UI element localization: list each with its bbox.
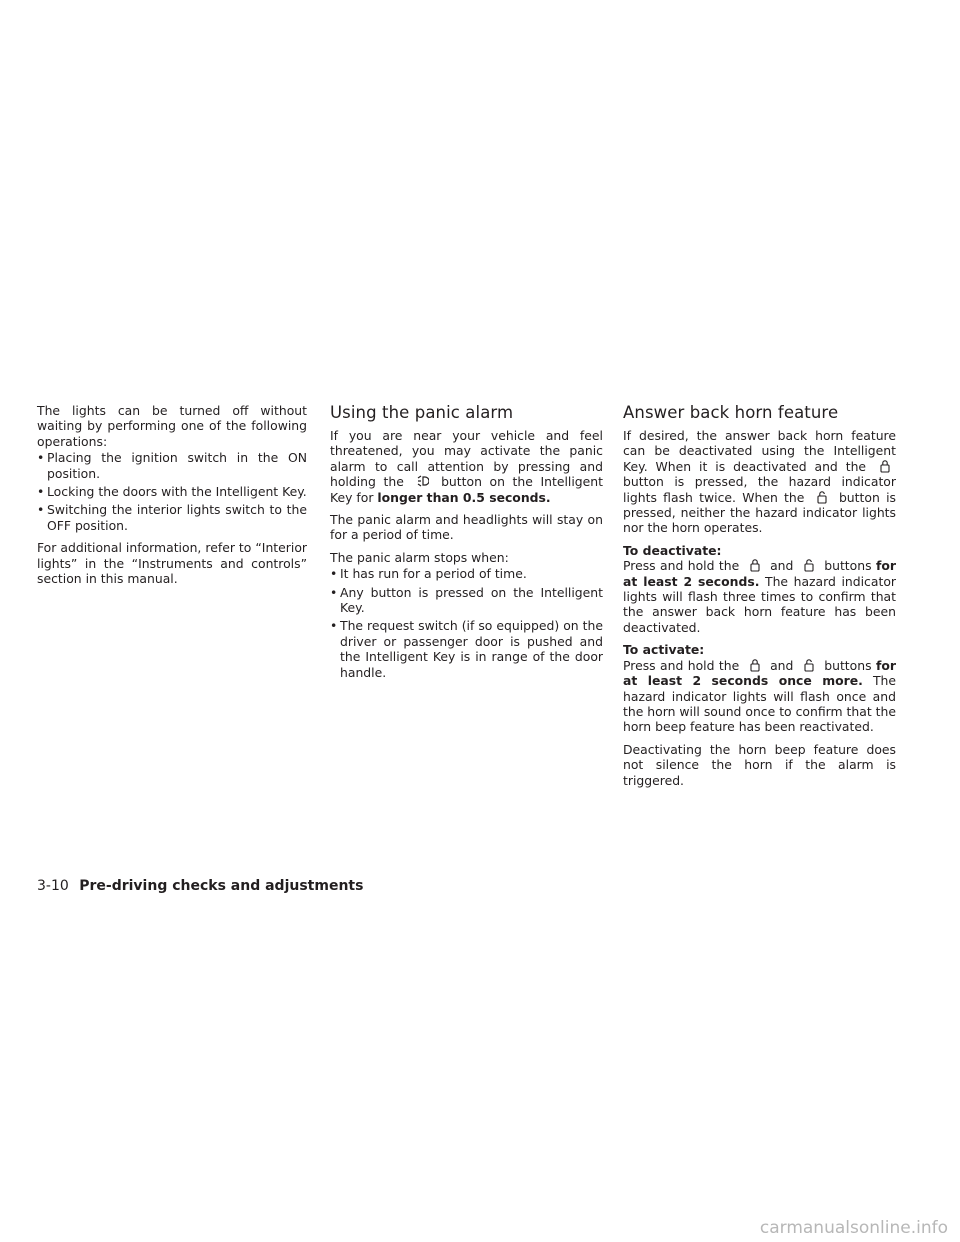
- list-item: • Placing the ignition switch in the ON position.: [37, 450, 307, 481]
- final-note-paragraph: Deactivating the horn beep feature does not silence the horn if the alarm is triggered.: [623, 741, 896, 788]
- panic-stop-conditions-list: [330, 566, 603, 680]
- intro-paragraph: The lights can be turned off without waiting by performing one of the following operations:: [37, 403, 307, 449]
- list-item: • The request switch (if so equipped) on the driver or passenger door is pushed and the Intelligent Key is in range of the door handle.: [330, 618, 603, 680]
- deactivate-paragraph: Press and hold the and buttons for at least 2 seconds. The hazard indicator lights will flash three times to confirm that the answer back horn feature has been deactivated.: [623, 558, 896, 635]
- panic-duration-paragraph: The panic alarm and headlights will stay on for a period of time.: [330, 512, 603, 543]
- column-middle: [330, 403, 603, 687]
- panic-stops-paragraph: The panic alarm stops when:: [330, 549, 509, 565]
- list-item: • Switching the interior lights switch to the OFF position.: [37, 502, 307, 533]
- page-number: 3-10: [37, 878, 69, 894]
- activate-heading: To activate:: [623, 642, 705, 658]
- column-left: [37, 403, 307, 593]
- list-item: • It has run for a period of time.: [330, 566, 527, 582]
- answer-back-paragraph: If desired, the answer back horn feature can be deactivated using the Intelligent Key. When it is deactivated and the button is pressed, the hazard indicator lights flash twice. When the button is pressed, neither the hazard indicator lights nor the horn operates.: [623, 428, 896, 536]
- column-right: [623, 403, 896, 795]
- page-footer: [37, 877, 363, 895]
- deactivate-heading: To deactivate:: [623, 542, 722, 558]
- panic-alarm-paragraph: If you are near your vehicle and feel threatened, you may activate the panic alarm to call attention by pressing and holding the button on the Intelligent Key for longer than 0.5 seconds.: [330, 428, 603, 505]
- watermark[interactable]: carmanualsonline.info: [759, 1218, 948, 1238]
- unlock-button-icon: [798, 558, 820, 572]
- lock-button-icon: [874, 459, 896, 473]
- activate-paragraph: Press and hold the and buttons for at least 2 seconds once more. The hazard indicator lights will flash once and the horn will sound once to confirm that the horn beep feature has been reactivated.: [623, 657, 896, 735]
- panic-button-icon: [411, 474, 433, 488]
- section-title: Pre-driving checks and adjustments: [79, 878, 364, 894]
- unlock-button-icon: [798, 658, 820, 672]
- lock-button-icon: [744, 658, 766, 672]
- unlock-button-icon: [811, 490, 833, 504]
- list-item: • Locking the doors with the Intelligent Key.: [37, 484, 307, 500]
- section-heading-answer-back: Answer back horn feature: [623, 403, 839, 422]
- section-heading-panic-alarm: Using the panic alarm: [330, 403, 514, 422]
- list-item: • Any button is pressed on the Intelligent Key.: [330, 584, 603, 616]
- turn-off-methods-list: [37, 450, 307, 533]
- reference-note: For additional information, refer to “Interior lights” in the “Instruments and controls” section in this manual.: [37, 540, 307, 587]
- lock-button-icon: [744, 558, 766, 572]
